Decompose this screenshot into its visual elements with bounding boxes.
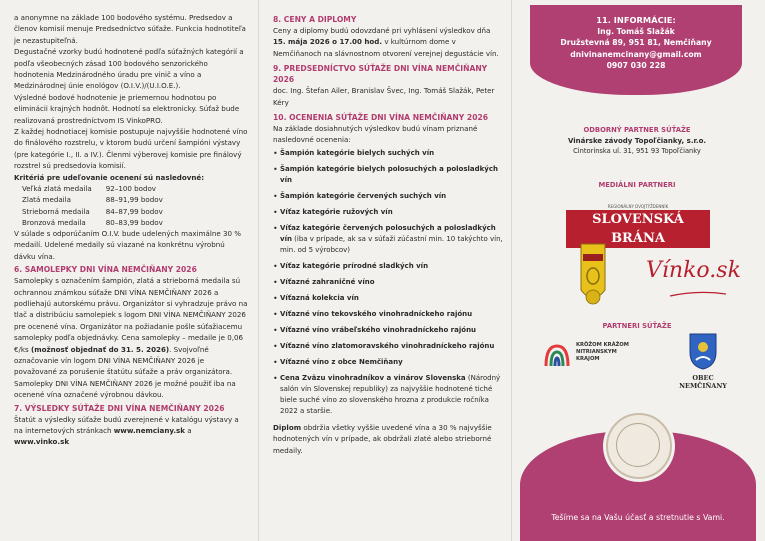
list-item: • Víťazné víno z obce Nemčiňany: [273, 357, 505, 368]
list-item: • Víťazné víno vrábeľského vinohradníckeho rajónu: [273, 325, 505, 336]
swoosh-icon: [668, 290, 728, 298]
list-item: • Cena Zväzu vinohradníkov a vinárov Slovenska (Národný salón vín Slovenskej republiky) za najvyššie hodnotené tiché biele suché víno zo slovenského hrozna z produkcie ročníka 2022 a staršie.: [273, 373, 505, 417]
paragraph: V súlade s odporúčaním O.I.V. bude udelených maximálne 30 % medailí. Udelené medaily sú viazané na konkrétnu výrobnú dávku vína.: [14, 228, 241, 261]
medal-range: 84–87,99 bodov: [105, 206, 163, 216]
footer-text: Tešíme sa na Vašu účasť a stretnutie s Vami.: [551, 513, 725, 522]
section-9-title: 9. PREDSEDNÍCTVO SÚŤAŽE DNI VÍNA NEMČIŇANY 2026: [273, 64, 488, 85]
fold-line: [511, 0, 512, 541]
obec-text: NEMČIŇANY: [679, 382, 727, 390]
section-8-title: 8. CENY A DIPLOMY: [273, 15, 357, 24]
list-item: • Víťaz kategórie prírodné sladkých vín: [273, 261, 505, 272]
vinko-logo: Vínko.sk: [646, 258, 741, 283]
table-row: [22, 206, 177, 217]
paragraph: a anonymne na základe 100 bodového systému. Predsedov a členov komisií menuje Predsedníctvo súťaže. Funkcia hodnotiteľa je nezastupiteľná.: [14, 13, 246, 45]
obec-text: OBEC: [692, 374, 714, 382]
text: . Svojvoľné označovanie vín logom DNI VÍNA NEMČIŇANY 2026 je považované za porušenie štatútu súťaže a práv organizátora. Samolepky DNI VÍNA NEMČIŇANY 2026 je možné použiť iba na ocenené vína označené výrobnou dávkou.: [14, 344, 236, 400]
logo-subtitle: REGIONÁLNY DVOJTÝŽDENNÍK: [607, 204, 669, 209]
table-row: [22, 217, 177, 228]
list-item: • Víťazná kolekcia vín: [273, 293, 505, 304]
text: Ceny a diplomy budú odovzdané pri vyhlásení výsledkov dňa: [273, 26, 491, 35]
table-row: [22, 194, 177, 205]
info-box: [530, 5, 742, 95]
section-10-intro: Na základe dosiahnutých výsledkov budú vínam priznané nasledovné ocenenia:: [273, 124, 478, 145]
list-item: • Víťazné víno zlatomoravského vinohradníckeho rajónu: [273, 341, 505, 352]
obec-logo: [668, 332, 738, 390]
list-item: • Šampión kategórie červených suchých vín: [273, 191, 505, 202]
list-item: • Víťazné zahraničné víno: [273, 277, 505, 288]
list-item: • Šampión kategórie bielych polosuchých a polosladkých vín: [273, 164, 505, 186]
section-6-title: 6. SAMOLEPKY DNI VÍNA NEMČIŇANY 2026: [14, 265, 197, 275]
section-10-title: 10. OCENENIA SÚŤAŽE DNI VÍNA NEMČIŇANY 2026: [273, 113, 489, 123]
text: a: [185, 426, 192, 435]
criteria-heading: Kritériá pre udeľovanie ocenení sú nasledovné:: [14, 172, 205, 182]
contact-address: Družstevná 89, 951 81, Nemčiňany: [560, 38, 712, 48]
medal-table: [22, 183, 177, 228]
nitra-region-logo: [542, 338, 652, 382]
fold-line: [258, 0, 259, 541]
website-link[interactable]: www.nemciany.sk: [113, 426, 185, 435]
medal-range: 88–91,99 bodov: [105, 195, 163, 205]
contact-email[interactable]: dnivinanemcinany@gmail.com: [570, 49, 702, 59]
diplom-text: Diplom obdržia všetky vyššie uvedené vína a 30 % najvyššie hodnotených vín v prípade, ak obdržali zlaté alebo strieborné medaily.: [273, 422, 492, 455]
list-item: • Víťaz kategórie červených polosuchých a polosladkých vín (iba v prípade, ak sa v súťaži zúčastní min. 10 takýchto vín, min. od 5 výrobcov): [273, 223, 505, 256]
awards-list: [273, 148, 505, 417]
list-item: • Šampión kategórie bielych suchých vín: [273, 148, 505, 159]
region-arcs-icon: [542, 340, 572, 370]
order-deadline: (možnosť objednať do 31. 5. 2026): [30, 344, 170, 354]
contact-name: Ing. Tomáš Slažák: [597, 27, 675, 36]
paragraph: Výsledné bodové hodnotenie je priemernou hodnotou po eliminácii krajných hodnôt. Hodnotí sa elektronicky. Súťaž bude realizovaná prostredníctvom IS VinkoPRO.: [14, 92, 240, 125]
medal-name: Bronzová medaila: [22, 217, 86, 227]
media-title: MEDIÁLNI PARTNERI: [598, 181, 676, 189]
logo-text: SLOVENSKÁ BRÁNA: [566, 210, 710, 248]
list-item: • Víťazné víno tekovského vinohradníckeho rajónu: [273, 309, 505, 320]
partner-name: Vinárske závody Topoľčianky, s.r.o.: [567, 137, 707, 145]
info-title: 11. INFORMÁCIE:: [596, 15, 676, 25]
medal-range: 80–83,99 bodov: [105, 217, 163, 227]
section-7-title: 7. VÝSLEDKY SÚŤAŽE DNI VÍNA NEMČIŇANY 2026: [14, 403, 225, 413]
salon-badge-icon: [578, 242, 608, 308]
website-link[interactable]: www.vinko.sk: [14, 437, 70, 447]
text: v kultúrnom dome v Nemčiňanoch na slávnostnom otvorení verejnej degustácie vín.: [273, 37, 499, 58]
wine-seal-icon: [606, 413, 672, 479]
medal-name: Zlatá medaila: [22, 195, 71, 205]
region-text: KRAJOM: [576, 356, 600, 362]
medal-name: Strieborná medaila: [22, 206, 90, 216]
partner-title: ODBORNÝ PARTNER SÚŤAŽE: [583, 126, 691, 134]
medal-name: Veľká zlatá medaila: [22, 184, 92, 194]
contact-phone[interactable]: 0907 030 228: [606, 60, 666, 70]
wine-salon-logo: [578, 242, 608, 308]
column-3: [518, 0, 756, 541]
table-row: [22, 183, 177, 194]
column-2: [273, 0, 505, 456]
paragraph: Z každej hodnotiacej komisie postupuje najvyššie hodnotené víno do finálového rozstrelu, v ktorom budú určení šampióni výstavy (pre kategórie I., II. a IV.). Členmi výberovej komisie pre finálový rozstrel sú predsedovia komisií.: [14, 127, 248, 171]
text: Štatút a výsledky súťaže budú zverejnené v katalógu výstavy a na internetových stránkach: [14, 414, 239, 435]
partner-address: Cintorínska ul. 31, 951 93 Topoľčianky: [573, 147, 701, 155]
section-9-text: doc. Ing. Štefan Ailer, Branislav Švec, Ing. Tomáš Slažák, Peter Kéry: [273, 86, 495, 107]
list-item: • Víťaz kategórie ružových vín: [273, 207, 505, 218]
award-date: 15. mája 2026 o 17.00 hod.: [273, 37, 383, 47]
section-8-text: [273, 25, 505, 59]
region-text: KRÔŽOM KRÁŽOM: [576, 342, 629, 348]
coat-of-arms-icon: [688, 332, 718, 370]
paragraph: Degustačné vzorky budú hodnotené podľa súťažných kategórií a podľa všeobecných zásad 100 bodového senzorického hodnotenia Medzinárodného úradu pre vinič a víno a Medzinárodnej únie enológov (O.I.V.)/(U.I.O.E.).: [14, 47, 244, 91]
section-7-text: [14, 414, 248, 448]
medal-range: 92–100 bodov: [105, 184, 157, 194]
column-1: [14, 0, 248, 448]
text: Samolepky s označením šampión, zlatá a strieborná medaila sú ochrannou známkou súťaže DNI VÍNA NEMČIŇANY 2026 a podliehajú autorskému právu. Organizátor si vyhradzuje právo na tlač a distribúciu samolepiek s logom DNI VÍNA NEMČIŇANY 2026 pre ocenené vína. Organizátor na požiadanie pošle súťažiacemu samolepky podľa objednávky. Cena samolepky – medaile je 0,06 €/ks: [14, 276, 248, 354]
region-text: NITRIANSKYM: [576, 349, 617, 355]
partners-title: PARTNERI SÚŤAŽE: [602, 322, 672, 330]
section-6-text: [14, 275, 248, 400]
